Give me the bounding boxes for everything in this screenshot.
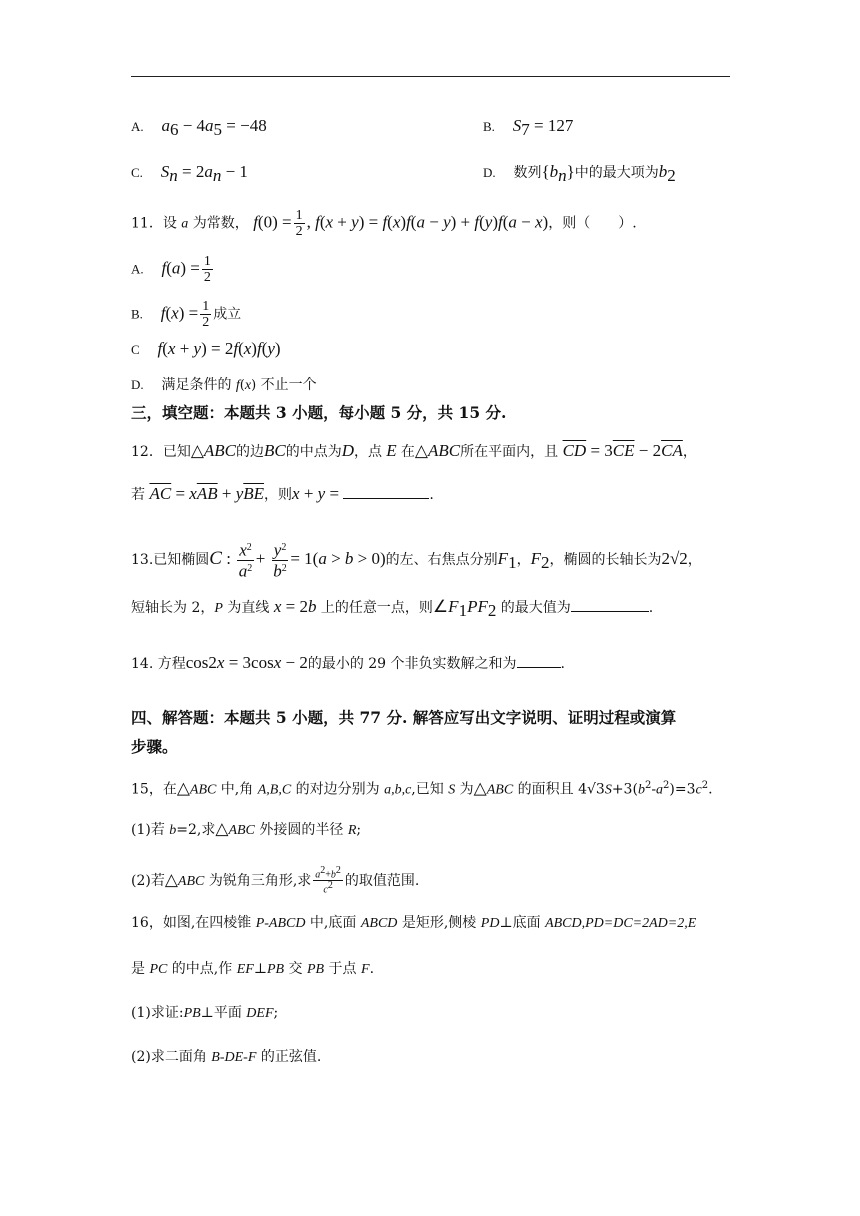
q11-option-c: C f(x + y) = 2f(x)f(y) bbox=[131, 339, 281, 358]
section-4-heading-line1: 四、解答题：本题共 5 小题，共 77 分. 解答应写出文字说明、证明过程或演算 bbox=[131, 708, 677, 727]
q14: 14. 方程cos2x = 3cosx − 2的最小的 29 个非负实数解之和为 . bbox=[131, 653, 565, 672]
q16-part2: (2)求二面角 B-DE-F 的正弦值. bbox=[131, 1049, 322, 1065]
header-rule bbox=[131, 76, 730, 77]
section-3-heading: 三，填空题：本题共 3 小题，每小题 5 分，共 15 分. bbox=[131, 403, 507, 422]
q15-part1: (1)若 b=2,求△ABC 外接圆的半径 R; bbox=[131, 819, 362, 838]
q13-line2: 短轴长为 2，P 为直线 x = 2b 上的任意一点，则$\angle F_1PF_2$ 的最大值为 . bbox=[131, 597, 654, 620]
q11-option-d: D. 满足条件的 f(x) 不止一个 bbox=[131, 377, 317, 393]
q16-line2: 是 PC 的中点,作 EF⊥PB 交 PB 于点 F. bbox=[131, 961, 375, 977]
q15-part2: (2)若△ABC 为锐角三角形,求 $\frac{a^2+b^2}{c^2}$ 的取值范围. bbox=[131, 865, 420, 896]
q10-option-c: C. $S_n = 2a_n - 1$ bbox=[131, 162, 248, 185]
section-4-heading-line2: 步骤。 bbox=[131, 737, 178, 756]
fraction-one-half: $\frac{1}{2}$ bbox=[295, 208, 303, 239]
q10-option-d: D. 数列$\{b_n\}$中的最大项为$b_2$ bbox=[483, 162, 676, 185]
q11-stem: 11．设 a 为常数， f(0) = $\frac{1}{2}$ , f(x + y) = f(x)f(a − y) + f(y)f(a − x)，则（ ）. bbox=[131, 208, 637, 239]
q16-line1: 16，如图,在四棱锥 P-ABCD 中,底面 ABCD 是矩形,侧棱 PD⊥底面 ABCD,PD=DC=2AD=2,E bbox=[131, 915, 697, 931]
q12-line1: 12．已知△ABC的边BC的中点为D，点 E 在△ABC所在平面内，且 $\overline{CD} = 3\overline{CE} - 2\overline{CA}$， bbox=[131, 441, 697, 460]
q11-option-a: A. f(a) = $\frac{1}{2}$ bbox=[131, 254, 211, 285]
q10-option-b: B. $S_7 = 127$ bbox=[483, 116, 574, 139]
q11-option-b: B. f(x) = $\frac{1}{2}$ 成立 bbox=[131, 299, 242, 330]
q15-stem: 15，在△ABC 中,角 A,B,C 的对边分别为 a,b,c,已知 S 为△ABC 的面积且 $4√3S+3(b^2-a^2)=3c^2$. bbox=[131, 778, 713, 798]
q10-option-a: A. $a_6 - 4a_5 = -48$ bbox=[131, 116, 267, 139]
q13-line1: 13.已知椭圆C : $\frac{x^2}{a^2}$ + $\frac{y^2}{b^2}$ = 1(a > b > 0)的左、右焦点分别$F_1$，$F_2$，椭圆的长轴长为2√2， bbox=[131, 540, 702, 581]
q16-part1: (1)求证:PB⊥平面 DEF; bbox=[131, 1005, 279, 1021]
answer-blank bbox=[343, 484, 429, 499]
q12-line2: 若 $\overline{AC} = x\overline{AB} + y\overline{BE}$，则x + y = . bbox=[131, 484, 434, 503]
